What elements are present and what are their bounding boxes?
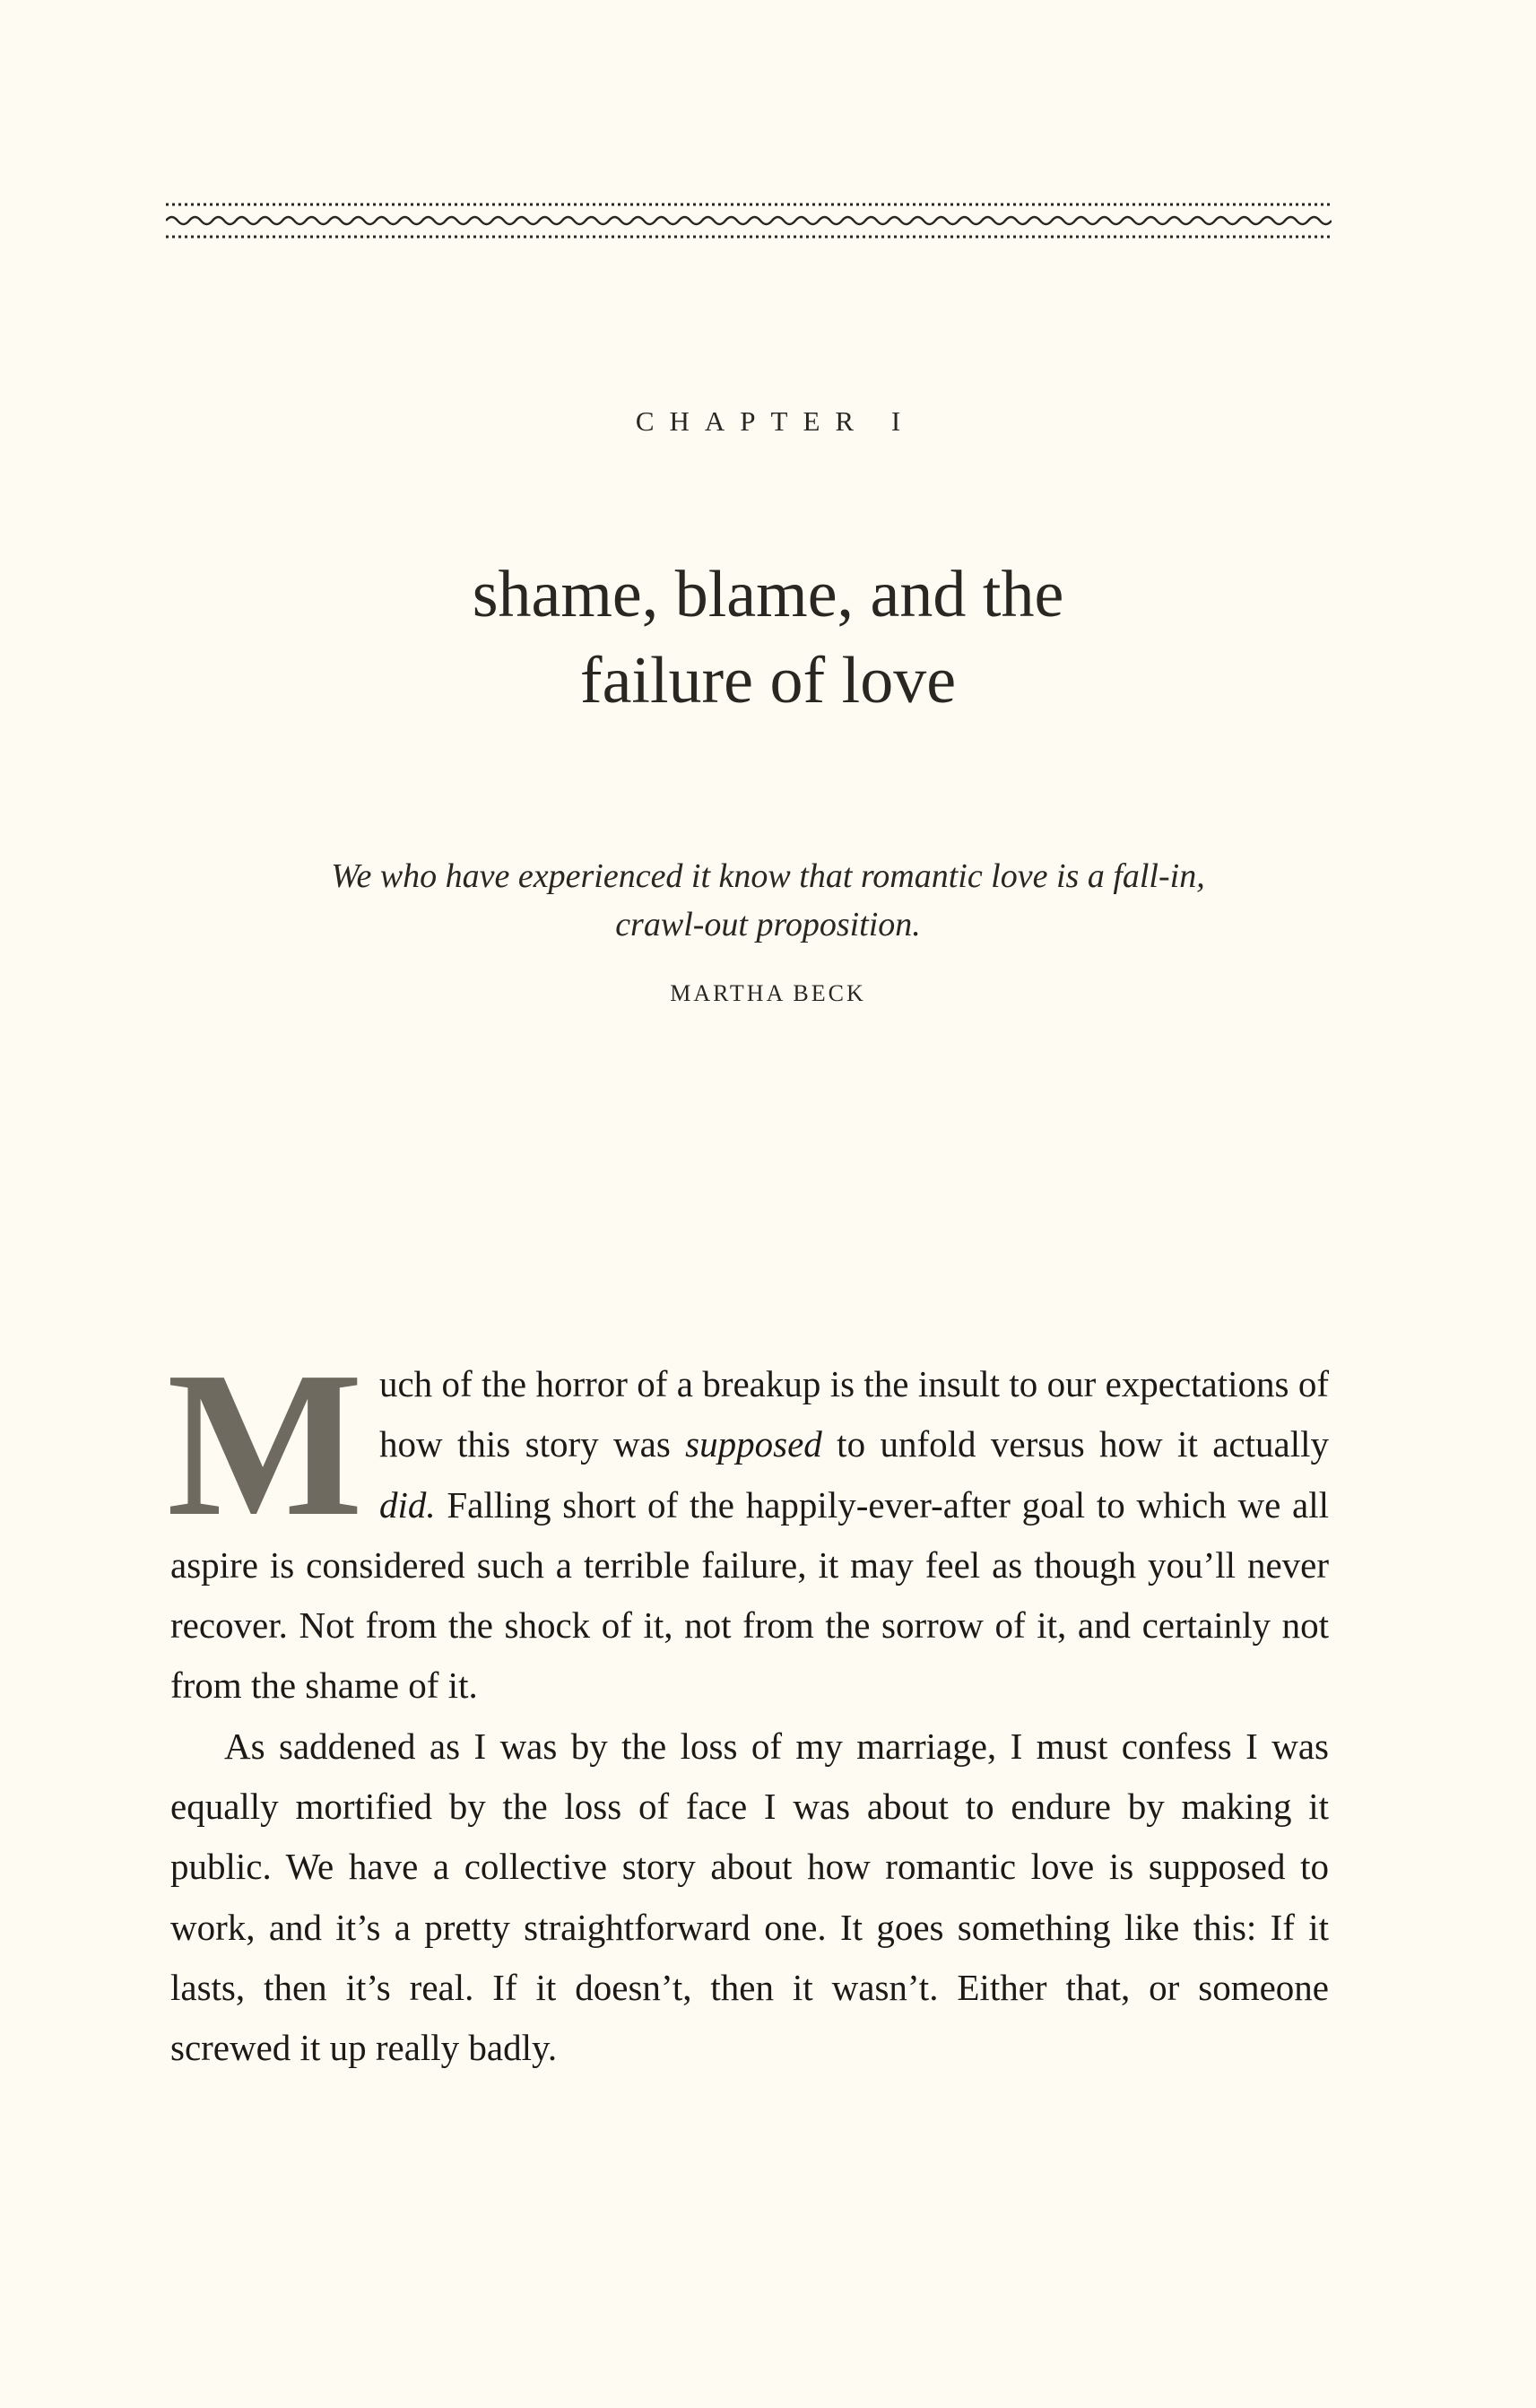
paragraph-1-text-a: uch of the horror of a breakup is the insult to our expectations of how this story was bbox=[378, 1363, 1329, 1465]
chapter-title-line-2: failure of love bbox=[579, 644, 957, 717]
drop-cap: M bbox=[167, 1329, 363, 1560]
paragraph-1-text-b: to unfold versus how it actually bbox=[821, 1423, 1329, 1465]
decorative-border-ornament bbox=[166, 199, 1332, 242]
chapter-body bbox=[167, 1329, 1329, 2079]
chapter-title bbox=[0, 552, 1536, 724]
chapter-number: CHAPTER I bbox=[635, 405, 916, 437]
epigraph-line-2: crawl-out proposition. bbox=[615, 906, 921, 943]
emphasis-supposed: supposed bbox=[685, 1423, 822, 1465]
paragraph-2: As saddened as I was by the loss of my marriage, I must confess I was equally mortified by the loss of face I was about to endure by making it public. We have a collective story about how romantic love is supposed to work, and it’s a pretty straightforward one. It goes something like this: If it lasts, then it’s real. If it doesn’t, then it wasn’t. Either that, or someone screwed it up really badly. bbox=[170, 1725, 1329, 2069]
epigraph-line-1: We who have experienced it know that romantic love is a fall-in, bbox=[331, 857, 1205, 895]
chapter-title-line-1: shame, blame, and the bbox=[472, 558, 1064, 631]
epigraph-quote bbox=[0, 852, 1536, 949]
emphasis-did: did. bbox=[378, 1483, 436, 1526]
paragraph-1-text-c: Falling short of the happily-ever-after goal to which we all aspire is considered such a terrible failure, it may feel as though you’ll never recover. Not from the shock of it, not from the sorrow of it, and certainly not from the shame of it. bbox=[170, 1483, 1329, 1707]
paragraph-1 bbox=[167, 1329, 1329, 1717]
epigraph-author: MARTHA BECK bbox=[670, 980, 866, 1006]
